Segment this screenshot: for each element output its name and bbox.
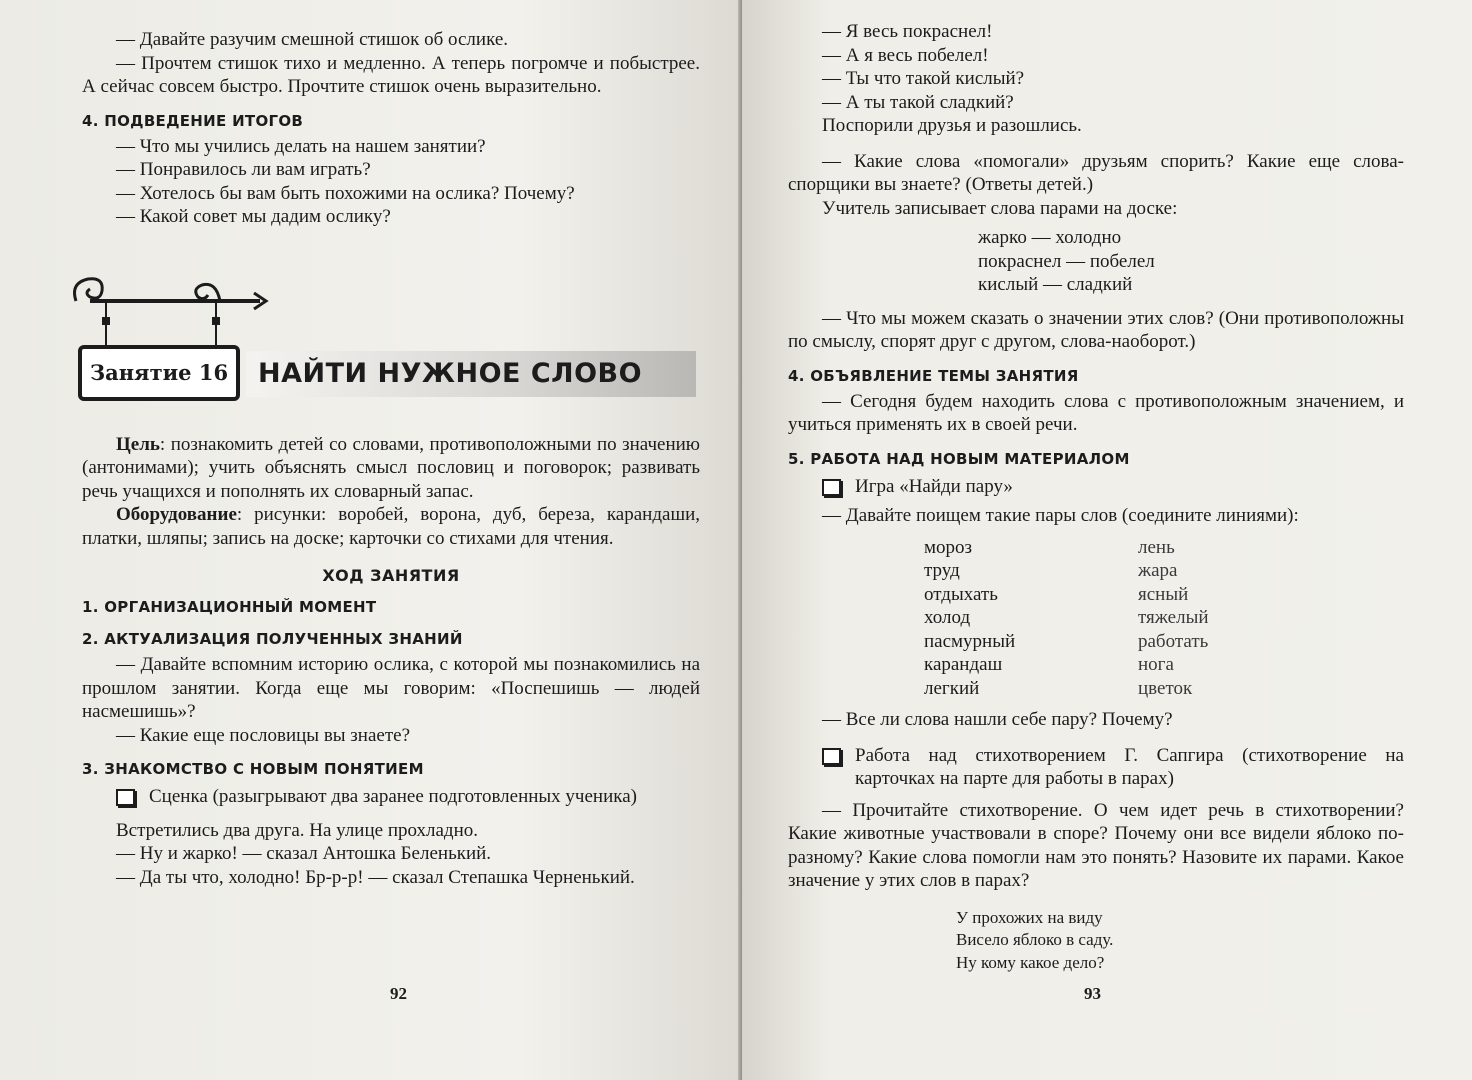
activity-game [788,475,1404,499]
section-heading-new-concept: 3. ЗНАКОМСТВО С НОВЫМ ПОНЯТИЕМ [82,760,424,778]
signpost-icon [70,271,270,351]
pair-right-word: лень [1138,536,1175,558]
text-line: — А я весь побелел! [822,44,989,66]
right-page [742,0,1472,1080]
lesson-title: НАЙТИ НУЖНОЕ СЛОВО [258,358,643,389]
lesson-number: Занятие 16 [89,360,229,385]
poem-line: У прохожих на виду [956,907,1103,927]
section-heading-summary: 4. ПОДВЕДЕНИЕ ИТОГОВ [82,111,304,130]
pair-left-word: пасмурный [924,630,1016,652]
checkbox-square-icon [116,789,135,806]
text-line: — Давайте вспомним историю ослика, с которой мы познакомились на прошлом занятии. Когда еще мы говорим: «Поспешишь — людей насмешишь»? [82,654,700,722]
text-line: — Прочтем стишок тихо и медленно. А теперь погромче и побыстрее. А сейчас совсем быстро. Прочтите стишок очень выразительно. [82,52,700,97]
text-line: — Давайте поищем такие пары слов (соедините линиями): [822,505,1299,526]
table-row [924,536,1209,560]
pair-left-word: мороз [924,536,973,558]
text-line: — Что мы учились делать на нашем занятии? [116,135,486,157]
text-line: Встретились два друга. На улице прохладно. [116,819,479,841]
section-heading-topic: 4. ОБЪЯВЛЕНИЕ ТЕМЫ ЗАНЯТИЯ [788,366,1079,385]
activity-scene [82,785,700,809]
lesson-header [70,271,700,411]
text-line: — А ты такой сладкий? [822,91,1014,113]
poem-line: Висело яблоко в саду. [956,930,1114,949]
scene-text: Сценка (разыгрывают два заранее подготовленных ученика) [149,786,637,807]
game-text: Игра «Найди пару» [855,475,1013,497]
board-pairs [978,226,1404,297]
text-line: — Да ты что, холодно! Бр-р-р! — сказал Степашка Черненький. [116,866,635,888]
table-row [924,630,1209,654]
text-line: — Какие слова «помогали» друзьям спорить? Какие еще слова-спорщики вы знаете? (Ответы детей.) [788,150,1404,195]
checkbox-square-icon [822,748,841,765]
poem [956,907,1404,975]
section-heading-actualization: 2. АКТУАЛИЗАЦИЯ ПОЛУЧЕННЫХ ЗНАНИЙ [82,630,463,648]
board-pair: покраснел — побелел [978,250,1155,272]
board-pair: жарко — холодно [978,227,1122,248]
pair-right-word: жара [1138,560,1178,581]
text-line: — Какой совет мы дадим ослику? [116,206,391,227]
section-heading-work: 5. РАБОТА НАД НОВЫМ МАТЕРИАЛОМ [788,449,1130,468]
pair-left-word: труд [924,560,960,581]
pair-left-word: отдыхать [924,583,998,605]
section-heading-org: 1. ОРГАНИЗАЦИОННЫЙ МОМЕНТ [82,598,377,616]
table-row [924,677,1209,701]
text-line: — Какие еще пословицы вы знаете? [116,724,411,746]
text-line: — Что мы можем сказать о значении этих слов? (Они противоположны по смыслу, спорят друг с другом, слова-наоборот.) [788,307,1404,352]
poem-task: Работа над стихотворением Г. Сапгира (стихотворение на карточках на парте для работы в парах) [855,744,1404,789]
equipment-label: Оборудование [116,504,237,525]
pair-right-word: тяжелый [1138,607,1209,628]
text-line: — Давайте разучим смешной стишок об ослике. [116,29,509,50]
board-pair: кислый — сладкий [978,274,1133,295]
text-line: Учитель записывает слова парами на доске: [822,197,1178,219]
pair-left-word: карандаш [924,654,1003,675]
pair-right-word: ясный [1138,583,1189,605]
pair-left-word: легкий [924,677,980,699]
poem-line: Ну кому какое дело? [956,952,1105,972]
lesson-title-banner [246,351,696,397]
equipment-text: : рисунки: воробей, ворона, дуб, береза, карандаши, платки, шляпы; запись на доске; карточки со стихами для чтения. [82,504,700,549]
text-line: Поспорили друзья и разошлись. [822,115,1082,136]
goal-text: : познакомить детей со словами, противоположными по значению (антонимами); учить объяснять смысл пословиц и поговорок; развивать речь учащихся и пополнять их словарный запас. [82,433,700,502]
goal-paragraph [82,433,700,504]
page-number: 92 [390,984,407,1003]
text-line: — Сегодня будем находить слова с противоположным значением, и учиться применять их в своей речи. [788,390,1404,435]
activity-poem [788,744,1404,791]
text-line: — Хотелось бы вам быть похожими на ослика? Почему? [116,182,575,204]
word-pairs-table [924,536,1209,701]
text-line: — Ну и жарко! — сказал Антошка Беленький. [116,843,492,864]
table-row [924,606,1209,630]
lesson-number-sign [78,345,240,401]
pair-right-word: цветок [1138,677,1193,699]
table-row [924,559,1209,583]
text-line: — Прочитайте стихотворение. О чем идет речь в стихотворении? Какие животные участвовали в споре? Почему они все видели яблоко по-разному? Какие слова помогли нам это понять? Назовите их парами. Какое значение у этих слов в парах? [788,799,1404,891]
course-heading: ХОД ЗАНЯТИЯ [322,566,460,585]
table-row [924,583,1209,607]
goal-label: Цель [116,433,160,455]
pair-left-word: холод [924,607,971,628]
page-number: 93 [1084,984,1101,1003]
equipment-paragraph [82,503,700,550]
text-line: — Все ли слова нашли себе пару? Почему? [822,709,1173,730]
text-line: — Понравилось ли вам играть? [116,159,371,180]
checkbox-square-icon [822,479,841,496]
pair-right-word: нога [1138,654,1174,675]
text-line: — Я весь покраснел! [822,21,993,42]
table-row [924,653,1209,677]
pair-right-word: работать [1138,630,1209,652]
text-line: — Ты что такой кислый? [822,68,1025,89]
